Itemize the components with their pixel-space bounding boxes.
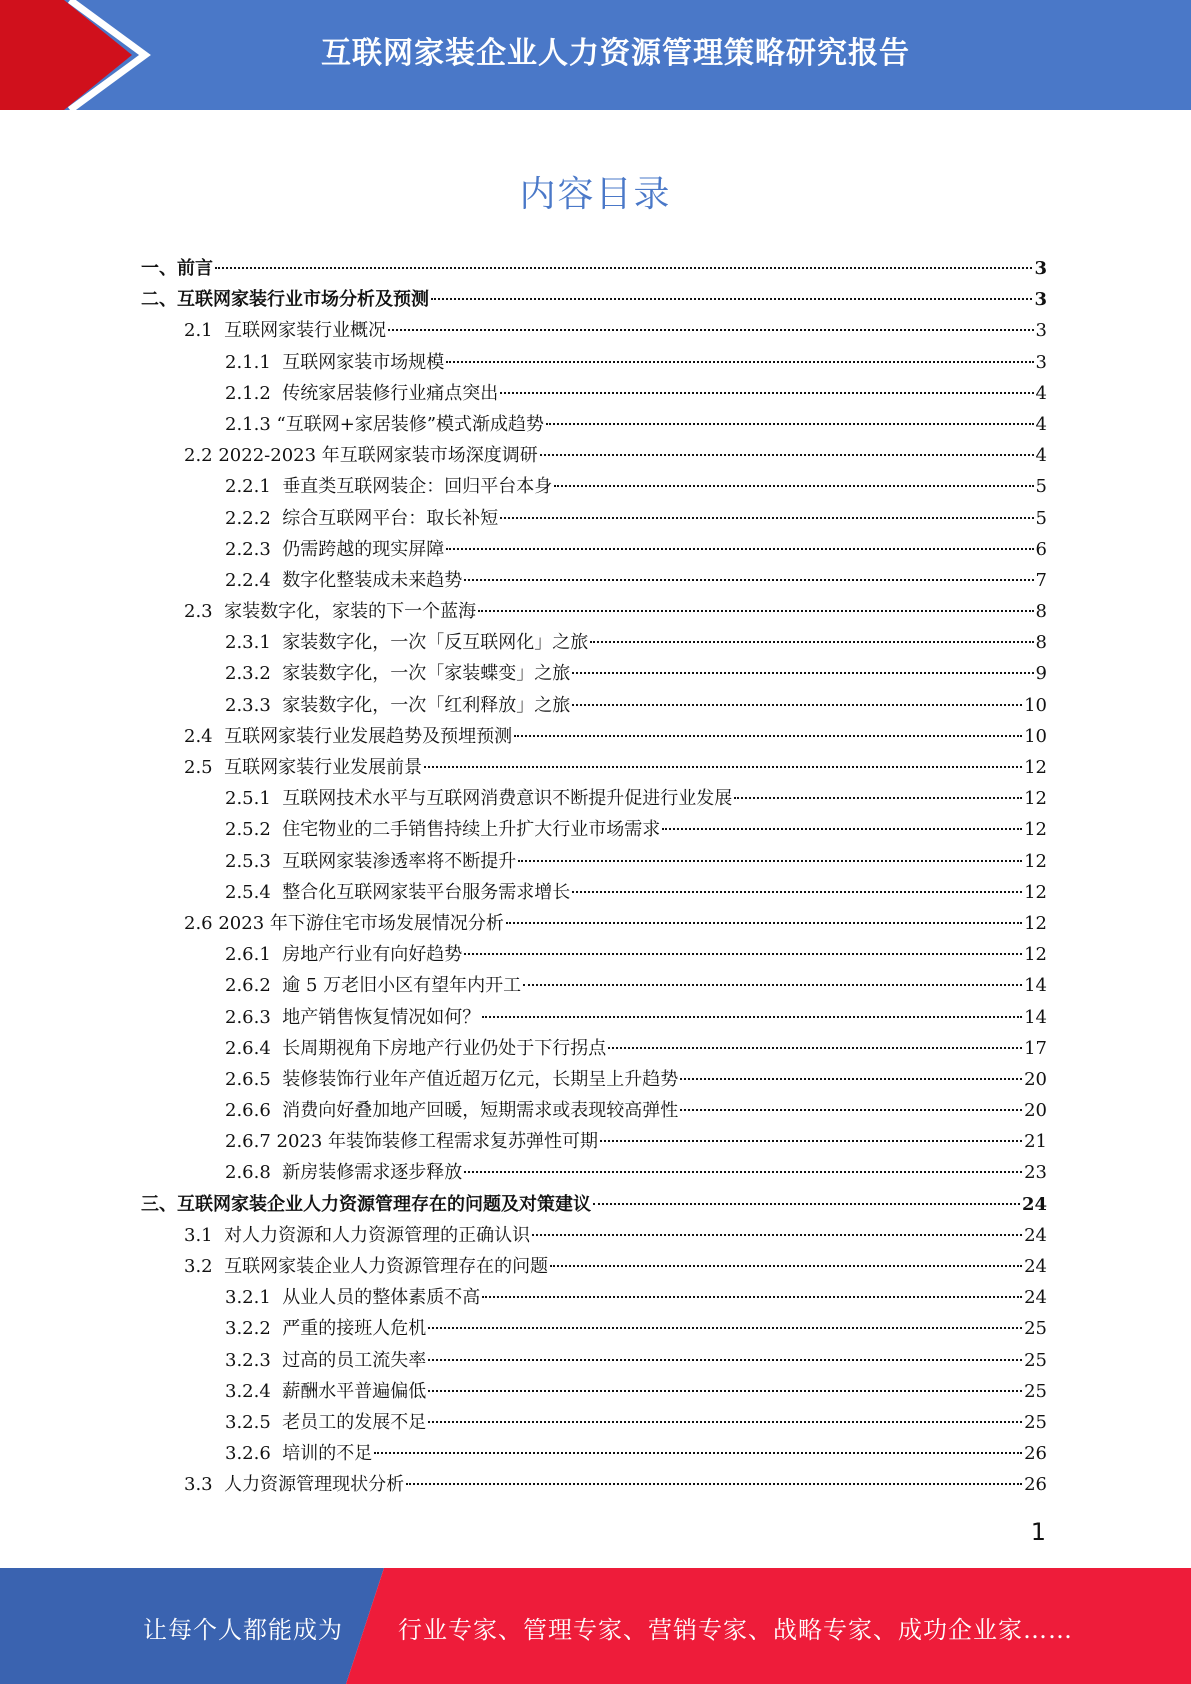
toc-entry-page: 4 (1035, 382, 1047, 404)
toc-entry-page: 24 (1024, 1287, 1047, 1309)
toc-entry[interactable] (225, 347, 1047, 378)
toc-dot-leader (680, 1109, 1022, 1111)
toc-entry-page: 24 (1024, 1256, 1047, 1277)
footer-slogan-left: 让每个人都能成为 (143, 1616, 343, 1644)
toc-entry-title: 从业人员的整体素质不高 (282, 1287, 481, 1309)
toc-entry-title: 垂直类互联网装企：回归平台本身 (282, 476, 553, 498)
page-header (0, 0, 1191, 110)
toc-entry-number: 三、 (141, 1193, 177, 1215)
toc-entry-title: 2022-2023 年互联网家装市场深度调研 (218, 445, 538, 467)
toc-entry-title: 仍需跨越的现实屏障 (282, 538, 445, 560)
toc-entry-page: 8 (1035, 632, 1047, 654)
toc-entry-page: 10 (1024, 725, 1047, 747)
toc-entry[interactable] (225, 409, 1047, 440)
toc-entry[interactable] (225, 846, 1047, 877)
toc-entry-number: 2.6.7 (225, 1131, 277, 1153)
toc-entry-title: 逾 5 万老旧小区有望年内开工 (282, 975, 522, 997)
toc-dot-leader (662, 828, 1022, 830)
toc-entry[interactable] (225, 970, 1047, 1001)
toc-entry-page: 7 (1035, 569, 1047, 591)
toc-entry-number: 2.1.2 (225, 382, 283, 404)
toc-entry-number: 2.2.1 (225, 476, 283, 498)
toc-entry-title: 互联网家装企业人力资源管理存在的问题 (224, 1256, 549, 1277)
toc-entry-number: 2.5.3 (225, 850, 283, 872)
toc-entry-number: 2.2.2 (225, 507, 283, 529)
toc-dot-leader (428, 1390, 1022, 1392)
toc-entry-title: 房地产行业有向好趋势 (282, 944, 463, 966)
toc-dot-leader (428, 1359, 1022, 1361)
toc-dot-leader (506, 922, 1022, 924)
toc-entry-page: 4 (1035, 413, 1047, 435)
toc-entry-title: 地产销售恢复情况如何？ (282, 1006, 481, 1028)
toc-entry[interactable] (184, 1251, 1047, 1282)
toc-entry-number: 2.6.3 (225, 1006, 283, 1028)
toc-entry-page: 3 (1034, 289, 1047, 311)
toc-entry-page: 14 (1024, 975, 1047, 997)
toc-entry-title: “互联网+家居装修”模式渐成趋势 (276, 413, 545, 435)
toc-dot-leader (388, 329, 1033, 331)
toc-entry-title: 互联网家装行业概况 (224, 320, 387, 342)
toc-entry[interactable] (225, 534, 1047, 565)
toc-dot-leader (572, 704, 1022, 706)
toc-entry-page: 12 (1024, 788, 1047, 810)
toc-entry[interactable] (225, 627, 1047, 658)
toc-entry-number: 3.2.4 (225, 1380, 283, 1402)
toc-entry[interactable] (225, 1064, 1047, 1095)
toc-dot-leader (554, 485, 1033, 487)
toc-entry[interactable] (225, 939, 1047, 970)
toc-entry-title: 综合互联网平台：取长补短 (282, 507, 499, 529)
toc-entry-title: 装修装饰行业年产值近超万亿元，长期呈上升趋势 (282, 1068, 679, 1090)
toc-entry-title: 互联网家装渗透率将不断提升 (282, 850, 517, 872)
toc-entry[interactable] (225, 1407, 1047, 1438)
toc-dot-leader (572, 891, 1022, 893)
toc-entry-page: 25 (1024, 1318, 1047, 1340)
toc-entry-page: 12 (1024, 912, 1047, 934)
toc-entry-title: 薪酬水平普遍偏低 (282, 1380, 427, 1402)
toc-entry[interactable] (225, 1157, 1047, 1188)
toc-dot-leader (428, 1421, 1022, 1423)
report-title: 互联网家装企业人力资源管理策略研究报告 (321, 36, 910, 71)
toc-dot-leader (550, 1265, 1022, 1267)
toc-entry[interactable] (225, 1376, 1047, 1407)
toc-dot-leader (428, 1327, 1022, 1329)
toc-dot-leader (590, 641, 1033, 643)
toc-entry[interactable] (184, 315, 1047, 346)
toc-entry-title: 互联网家装市场规模 (282, 351, 445, 373)
toc-entry-number: 2.6.6 (225, 1100, 283, 1122)
toc-entry-page: 3 (1035, 320, 1047, 342)
toc-entry-page: 10 (1024, 694, 1047, 716)
toc-entry[interactable] (225, 1282, 1047, 1313)
toc-entry-page: 8 (1035, 601, 1047, 623)
toc-entry-title: 新房装修需求逐步释放 (282, 1162, 463, 1184)
toc-entry[interactable] (225, 877, 1047, 908)
toc-entry-page: 5 (1035, 507, 1047, 529)
toc-entry[interactable] (141, 253, 1047, 284)
toc-entry-page: 20 (1024, 1100, 1047, 1122)
toc-entry-title: 互联网家装企业人力资源管理存在的问题及对策建议 (177, 1193, 591, 1215)
toc-entry-title: 人力资源管理现状分析 (224, 1474, 405, 1496)
toc-dot-leader (572, 672, 1033, 674)
toc-dot-leader (406, 1483, 1022, 1485)
toc-entry[interactable] (225, 378, 1047, 409)
toc-entry-page: 25 (1024, 1349, 1047, 1371)
toc-entry[interactable] (225, 814, 1047, 845)
toc-dot-leader (215, 267, 1032, 269)
toc-dot-leader (446, 361, 1033, 363)
toc-entry-number: 2.3.1 (225, 632, 283, 654)
toc-entry-title: 2023 年下游住宅市场发展情况分析 (218, 912, 504, 934)
toc-entry[interactable] (184, 752, 1047, 783)
toc-entry[interactable] (184, 721, 1047, 752)
page-number: 1 (1030, 1518, 1046, 1546)
toc-dot-leader (600, 1140, 1022, 1142)
toc-entry[interactable] (184, 908, 1047, 939)
toc-entry-title: 老员工的发展不足 (282, 1411, 427, 1433)
toc-entry-page: 20 (1024, 1068, 1047, 1090)
toc-entry-number: 3.1 (184, 1224, 225, 1246)
toc-dot-leader (518, 860, 1022, 862)
toc-entry-number: 2.6.1 (225, 944, 283, 966)
toc-dot-leader (464, 1171, 1022, 1173)
toc-entry-number: 2.4 (184, 725, 225, 747)
toc-entry-title: 家装数字化，一次「家装蝶变」之旅 (282, 663, 571, 685)
toc-dot-leader (500, 392, 1033, 394)
toc-entry-title: 严重的接班人危机 (282, 1318, 427, 1340)
toc-entry[interactable] (141, 284, 1047, 315)
toc-entry-page: 12 (1024, 881, 1047, 903)
toc-entry-number: 2.1.1 (225, 351, 283, 373)
toc-entry-page: 12 (1024, 819, 1047, 841)
toc-entry-page: 12 (1024, 944, 1047, 966)
toc-entry-number: 2.5.1 (225, 788, 283, 810)
toc-entry-number: 2.2.4 (225, 569, 283, 591)
toc-entry-number: 一、 (141, 258, 177, 279)
toc-entry-number: 3.2.6 (225, 1443, 283, 1465)
toc-entry-page: 9 (1035, 663, 1047, 685)
toc-dot-leader (546, 423, 1034, 425)
page-footer (0, 1568, 1191, 1684)
toc-entry[interactable] (225, 783, 1047, 814)
toc-entry-number: 3.3 (184, 1474, 225, 1496)
toc-entry-title: 长周期视角下房地产行业仍处于下行拐点 (282, 1037, 607, 1059)
toc-entry-page: 14 (1024, 1006, 1047, 1028)
toc-entry-title: 家装数字化，家装的下一个蓝海 (224, 601, 477, 623)
toc-entry[interactable] (225, 658, 1047, 689)
toc-entry-page: 23 (1024, 1162, 1047, 1184)
toc-entry-title: 互联网家装行业发展前景 (224, 757, 423, 778)
toc-entry-number: 二、 (141, 289, 177, 311)
toc-entry-title: 家装数字化，一次「反互联网化」之旅 (282, 632, 589, 654)
toc-dot-leader (514, 735, 1022, 737)
toc-entry[interactable] (225, 1126, 1047, 1157)
toc-entry-number: 2.5 (184, 757, 225, 778)
toc-dot-leader (464, 579, 1033, 581)
toc-dot-leader (532, 1234, 1022, 1236)
toc-dot-leader (540, 454, 1034, 456)
toc-dot-leader (431, 298, 1032, 300)
toc-entry-number: 2.3 (184, 601, 225, 623)
toc-entry-title: 互联网家装行业市场分析及预测 (177, 289, 429, 311)
toc-dot-leader (464, 953, 1022, 955)
toc-entry-page: 12 (1024, 757, 1047, 778)
toc-entry-number: 2.2.3 (225, 538, 283, 560)
toc-entry-number: 2.3.2 (225, 663, 283, 685)
toc-dot-leader (478, 610, 1033, 612)
toc-list (0, 253, 1191, 1501)
toc-entry-number: 2.1 (184, 320, 225, 342)
toc-title: 内容目录 (519, 174, 672, 215)
toc-entry[interactable] (141, 1189, 1047, 1220)
toc-entry-title: 过高的员工流失率 (282, 1349, 427, 1371)
toc-entry-number: 3.2 (184, 1256, 225, 1277)
footer-slogan-right: 行业专家、管理专家、营销专家、战略专家、成功企业家…… (398, 1616, 1073, 1644)
toc-dot-leader (446, 548, 1033, 550)
toc-entry-number: 2.5.2 (225, 819, 283, 841)
toc-entry-title: 互联网家装行业发展趋势及预埋预测 (224, 725, 513, 747)
toc-entry-number: 2.6.5 (225, 1068, 283, 1090)
toc-entry-number: 2.1.3 (225, 413, 277, 435)
toc-entry-page: 25 (1024, 1411, 1047, 1433)
toc-dot-leader (734, 797, 1022, 799)
toc-entry[interactable] (225, 1345, 1047, 1376)
toc-entry-page: 3 (1034, 258, 1047, 279)
toc-entry[interactable] (225, 690, 1047, 721)
toc-entry-number: 2.6.8 (225, 1162, 283, 1184)
toc-dot-leader (680, 1078, 1022, 1080)
toc-entry[interactable] (225, 1095, 1047, 1126)
toc-dot-leader (608, 1047, 1022, 1049)
toc-entry[interactable] (225, 1033, 1047, 1064)
toc-entry-number: 3.2.3 (225, 1349, 283, 1371)
toc-entry-title: 消费向好叠加地产回暖，短期需求或表现较高弹性 (282, 1100, 679, 1122)
toc-dot-leader (500, 517, 1033, 519)
toc-entry-title: 住宅物业的二手销售持续上升扩大行业市场需求 (282, 819, 661, 841)
toc-entry[interactable] (184, 1220, 1047, 1251)
toc-entry-number: 2.5.4 (225, 881, 283, 903)
toc-dot-leader (482, 1016, 1022, 1018)
toc-entry-number: 3.2.2 (225, 1318, 283, 1340)
toc-entry[interactable] (184, 440, 1047, 471)
toc-entry-page: 24 (1021, 1193, 1047, 1215)
toc-dot-leader (482, 1296, 1022, 1298)
toc-entry-title: 互联网技术水平与互联网消费意识不断提升促进行业发展 (282, 788, 733, 810)
toc-dot-leader (523, 984, 1022, 986)
toc-entry-title: 传统家居装修行业痛点突出 (282, 382, 499, 404)
toc-entry-title: 整合化互联网家装平台服务需求增长 (282, 881, 571, 903)
toc-entry[interactable] (225, 471, 1047, 502)
toc-entry-page: 4 (1035, 445, 1047, 467)
toc-entry-title: 数字化整装成未来趋势 (282, 569, 463, 591)
toc-entry[interactable] (184, 1469, 1047, 1500)
toc-entry-page: 6 (1035, 538, 1047, 560)
toc-entry[interactable] (225, 1002, 1047, 1033)
toc-entry-title: 培训的不足 (282, 1443, 373, 1465)
toc-entry-title: 对人力资源和人力资源管理的正确认识 (224, 1224, 531, 1246)
toc-entry[interactable] (225, 565, 1047, 596)
toc-entry-number: 3.2.1 (225, 1287, 283, 1309)
toc-entry-page: 5 (1035, 476, 1047, 498)
toc-dot-leader (593, 1203, 1020, 1205)
toc-entry-page: 25 (1024, 1380, 1047, 1402)
toc-entry-page: 26 (1024, 1443, 1047, 1465)
toc-dot-leader (374, 1452, 1022, 1454)
toc-entry-title: 家装数字化，一次「红利释放」之旅 (282, 694, 571, 716)
toc-entry-page: 17 (1024, 1037, 1047, 1059)
toc-entry-page: 12 (1024, 850, 1047, 872)
toc-entry-page: 3 (1035, 351, 1047, 373)
toc-entry[interactable] (225, 503, 1047, 534)
toc-entry-number: 3.2.5 (225, 1411, 283, 1433)
toc-dot-leader (424, 766, 1022, 768)
toc-entry-page: 21 (1024, 1131, 1047, 1153)
toc-entry-number: 2.6.4 (225, 1037, 283, 1059)
toc-entry-number: 2.6.2 (225, 975, 283, 997)
toc-entry[interactable] (184, 596, 1047, 627)
toc-entry[interactable] (225, 1313, 1047, 1344)
toc-entry-number: 2.3.3 (225, 694, 283, 716)
toc-entry-number: 2.2 (184, 445, 219, 467)
toc-entry[interactable] (225, 1438, 1047, 1469)
toc-entry-page: 26 (1024, 1474, 1047, 1496)
toc-entry-number: 2.6 (184, 912, 219, 934)
toc-entry-title: 2023 年装饰装修工程需求复苏弹性可期 (276, 1131, 599, 1153)
toc-entry-page: 24 (1024, 1224, 1047, 1246)
toc-entry-title: 前言 (177, 258, 213, 279)
